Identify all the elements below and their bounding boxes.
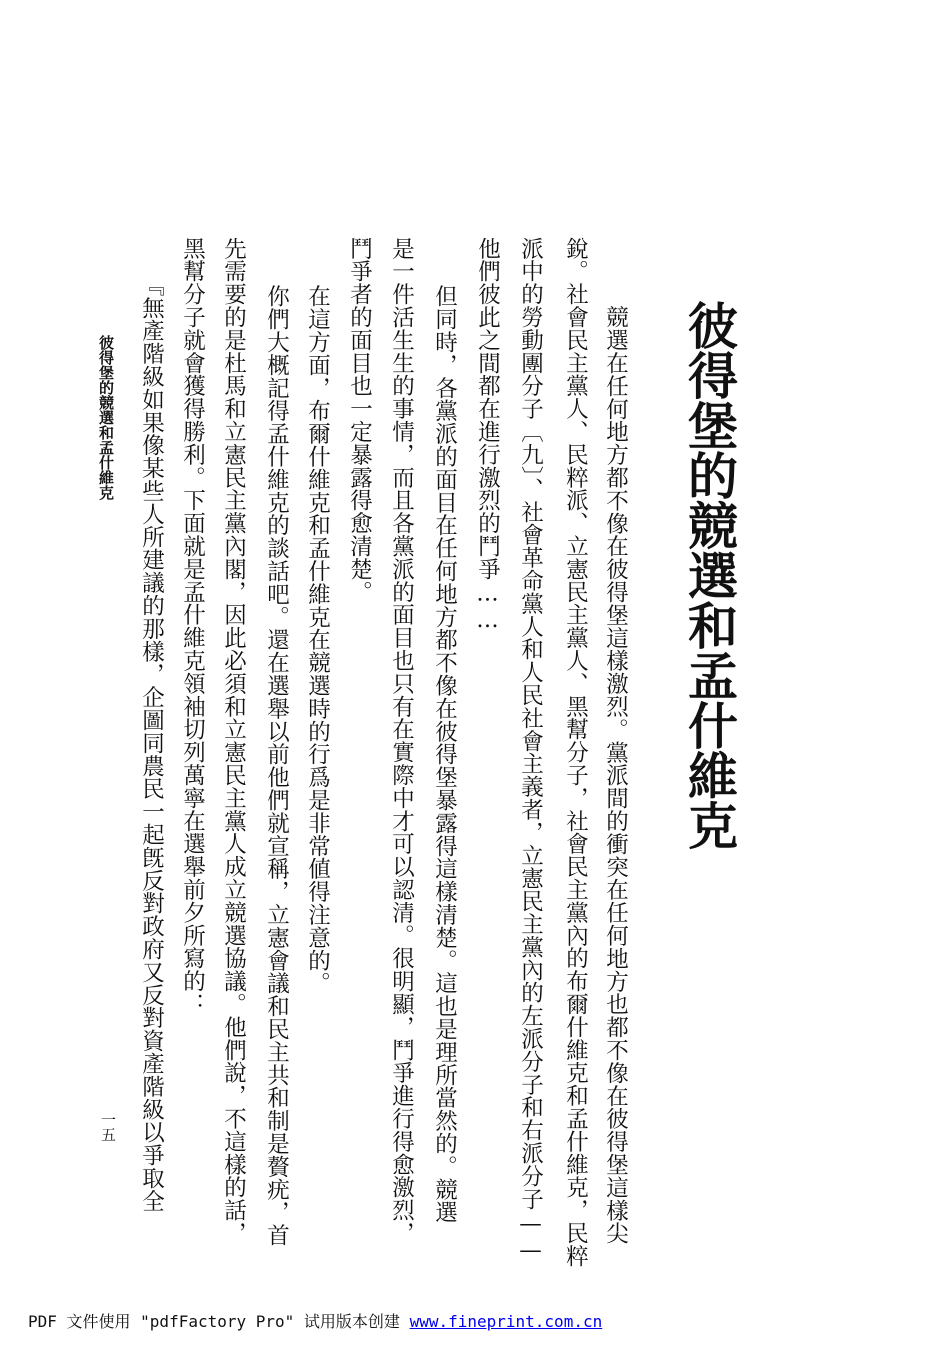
text-line-12: 『無產階級如果像某些人所建議的那樣，企圖同農民一起旣反對政府又反對資產階級以爭取全 [138,262,165,1213]
text-line-2: 銳。社會民主黨人、民粹派、立憲民主黨人、黑幫分子，社會民主黨內的布爾什維克和孟什維克，民粹 [562,237,589,1268]
text-line-4: 他們彼此之間都在進行激烈的鬥爭…… [474,237,501,634]
text-line-8: 在這方面，布爾什維克和孟什維克在競選時的行爲是非常値得注意的。 [304,262,331,995]
pdf-footer [28,1309,602,1332]
text-line-7: 鬥爭者的面目也一定暴露得愈清楚。 [346,237,373,604]
article-title: 彼得堡的競選和孟什維克 [680,300,738,850]
page-number: 一五 [99,1112,117,1142]
text-line-5: 但同時，各黨派的面目在任何地方都不像在彼得堡暴露得這樣清楚。這也是理所當然的。競選 [431,262,458,1224]
footer-text: PDF 文件使用 "pdfFactory Pro" 试用版本创建 [28,1312,410,1331]
text-line-1: 競選在任何地方都不像在彼得堡這樣激烈。黨派間的衝突在任何地方也都不像在彼得堡這樣尖 [602,283,629,1245]
text-line-6: 是一件活生生的事情，而且各黨派的面目也只有在實際中才可以認清。很明顯，鬥爭進行得愈激烈， [388,237,415,1245]
text-line-9: 你們大概記得孟什維克的談話吧。還在選舉以前他們就宣稱，立憲會議和民主共和制是贅疣，首 [263,262,290,1247]
text-line-10: 先需要的是杜馬和立憲民主黨內閣，因此必須和立憲民主黨人成立競選協議。他們說，不這樣的話， [220,237,247,1245]
text-line-3: 派中的勞動團分子〔九〕、社會革命黨人和人民社會主義者，立憲民主黨內的左派分子和右派分子—— [517,237,544,1264]
fineprint-link[interactable]: www.fineprint.com.cn [409,1312,603,1331]
running-head: 彼得堡的競選和孟什維克 [97,335,115,500]
text-line-11: 黑幫分子就會獲得勝利。下面就是孟什維克領袖切列萬寧在選舉前夕所寫的： [179,237,206,1016]
